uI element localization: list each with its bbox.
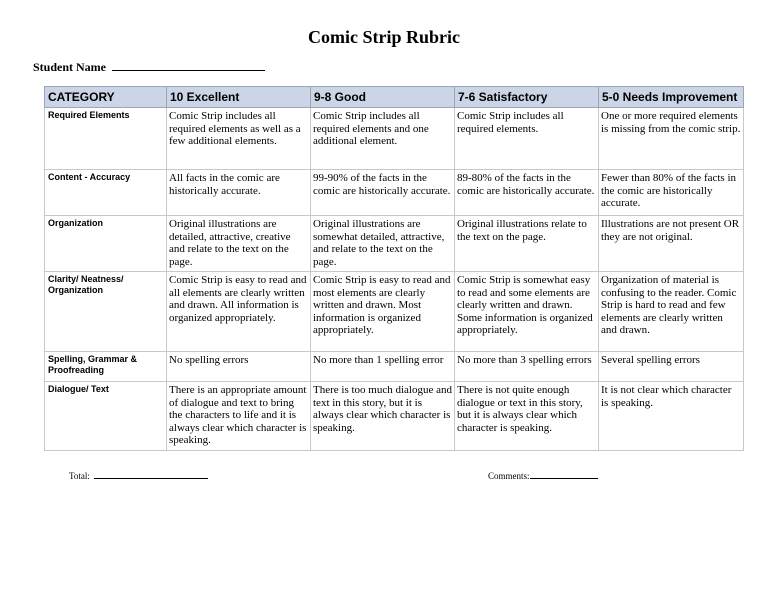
student-name-blank-line bbox=[112, 60, 265, 71]
criteria-cell: Original illustrations relate to the text on the page. bbox=[455, 216, 599, 272]
category-cell: Organization bbox=[45, 216, 167, 272]
criteria-cell: There is too much dialogue and text in this story, but it is always clear which character is speaking. bbox=[311, 382, 455, 451]
category-cell: Clarity/ Neatness/ Organization bbox=[45, 272, 167, 352]
table-row bbox=[45, 382, 744, 451]
criteria-cell: No more than 1 spelling error bbox=[311, 352, 455, 382]
criteria-cell: Comic Strip is easy to read and most elements are clearly written and drawn. Most information is organized appropriately. bbox=[311, 272, 455, 352]
criteria-cell: There is not quite enough dialogue or text in this story, but it is always clear which character is speaking. bbox=[455, 382, 599, 451]
student-name-field bbox=[33, 60, 265, 74]
category-cell: Spelling, Grammar & Proofreading bbox=[45, 352, 167, 382]
criteria-cell: No spelling errors bbox=[167, 352, 311, 382]
criteria-cell: Comic Strip is somewhat easy to read and some elements are clearly written and drawn. Some information is organized appropriately. bbox=[455, 272, 599, 352]
criteria-cell: Fewer than 80% of the facts in the comic are historically accurate. bbox=[599, 170, 744, 216]
table-row bbox=[45, 272, 744, 352]
total-blank-line bbox=[94, 470, 208, 479]
criteria-cell: It is not clear which character is speaking. bbox=[599, 382, 744, 451]
comments-blank-line bbox=[530, 470, 598, 479]
criteria-cell: No more than 3 spelling errors bbox=[455, 352, 599, 382]
criteria-cell: Illustrations are not present OR they are not original. bbox=[599, 216, 744, 272]
header-excellent: 10 Excellent bbox=[167, 87, 311, 108]
criteria-cell: One or more required elements is missing from the comic strip. bbox=[599, 108, 744, 170]
criteria-cell: Comic Strip includes all required elements as well as a few additional elements. bbox=[167, 108, 311, 170]
header-needs-improvement: 5-0 Needs Improvement bbox=[599, 87, 744, 108]
total-label: Total: bbox=[69, 471, 90, 481]
category-cell: Required Elements bbox=[45, 108, 167, 170]
criteria-cell: All facts in the comic are historically accurate. bbox=[167, 170, 311, 216]
criteria-cell: 89-80% of the facts in the comic are historically accurate. bbox=[455, 170, 599, 216]
criteria-cell: There is an appropriate amount of dialogue and text to bring the characters to life and it is always clear which character is speaking. bbox=[167, 382, 311, 451]
student-name-label: Student Name bbox=[33, 60, 107, 74]
comments-label: Comments: bbox=[488, 471, 530, 481]
criteria-cell: Comic Strip includes all required elements and one additional element. bbox=[311, 108, 455, 170]
header-row bbox=[45, 87, 744, 108]
criteria-cell: Organization of material is confusing to the reader. Comic Strip is hard to read and few elements are clearly written and drawn. bbox=[599, 272, 744, 352]
table-row bbox=[45, 352, 744, 382]
header-satisfactory: 7-6 Satisfactory bbox=[455, 87, 599, 108]
criteria-cell: Several spelling errors bbox=[599, 352, 744, 382]
comments-field bbox=[488, 470, 598, 482]
header-good: 9-8 Good bbox=[311, 87, 455, 108]
criteria-cell: Original illustrations are detailed, attractive, creative and relate to the text on the page. bbox=[167, 216, 311, 272]
criteria-cell: Original illustrations are somewhat detailed, attractive, and relate to the text on the page. bbox=[311, 216, 455, 272]
category-cell: Content - Accuracy bbox=[45, 170, 167, 216]
criteria-cell: 99-90% of the facts in the comic are historically accurate. bbox=[311, 170, 455, 216]
table-row bbox=[45, 216, 744, 272]
table-row bbox=[45, 170, 744, 216]
header-category: CATEGORY bbox=[45, 87, 167, 108]
page-title: Comic Strip Rubric bbox=[308, 27, 460, 47]
total-field bbox=[69, 470, 208, 482]
criteria-cell: Comic Strip includes all required elements. bbox=[455, 108, 599, 170]
category-cell: Dialogue/ Text bbox=[45, 382, 167, 451]
rubric-table bbox=[44, 86, 744, 451]
criteria-cell: Comic Strip is easy to read and all elements are clearly written and drawn. All information is organized appropriately. bbox=[167, 272, 311, 352]
table-row bbox=[45, 108, 744, 170]
